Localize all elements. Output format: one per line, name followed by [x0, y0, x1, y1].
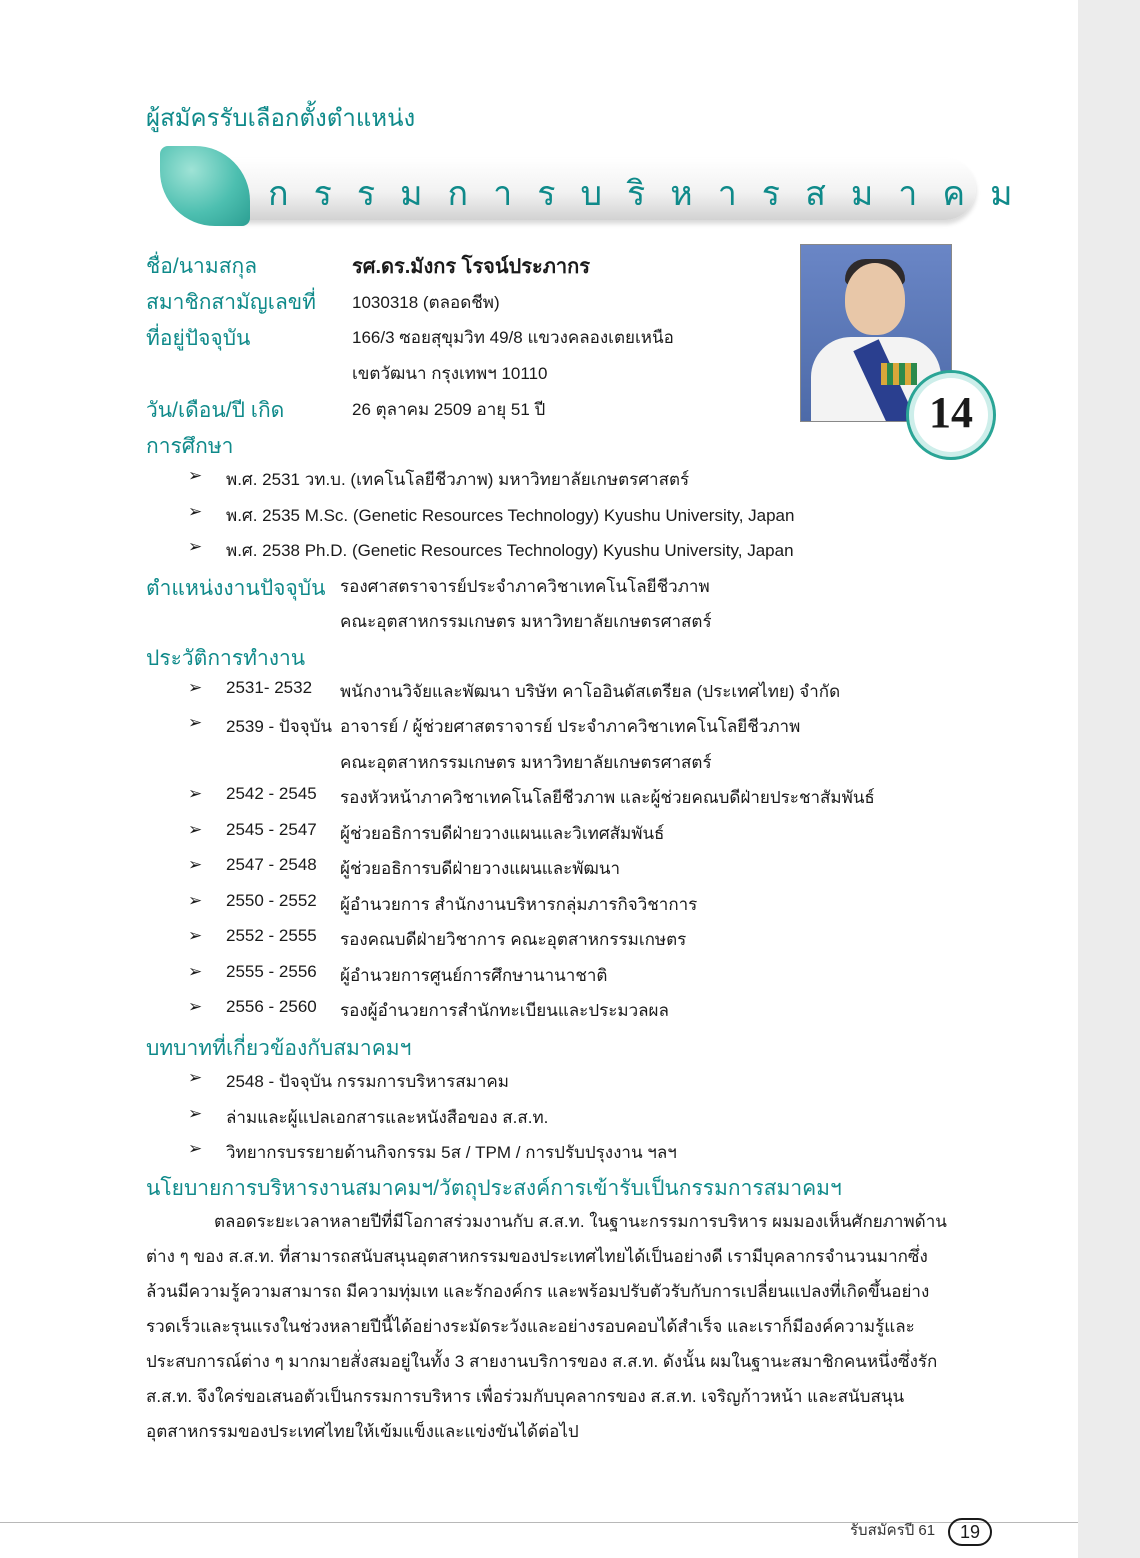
bullet-arrow-icon: ➢ [188, 466, 203, 486]
page-number: 19 [948, 1518, 992, 1546]
page-subtitle: ผู้สมัครรับเลือกตั้งตำแหน่ง [146, 105, 416, 132]
work-years: 2545 - 2547 [226, 820, 317, 839]
work-years: 2556 - 2560 [226, 997, 317, 1016]
label-position: ตำแหน่งงานปัจจุบัน [146, 577, 326, 600]
page-margin-bar [1078, 0, 1140, 1558]
label-education: การศึกษา [146, 435, 234, 458]
work-description: ผู้อำนวยการ สำนักงานบริหารกลุ่มภารกิจวิชาการ [340, 895, 698, 914]
label-member: สมาชิกสามัญเลขที่ [146, 291, 317, 314]
education-item: พ.ศ. 2531 วท.บ. (เทคโนโลยีชีวภาพ) มหาวิทยาลัยเกษตรศาสตร์ [226, 470, 690, 489]
role-item: วิทยากรบรรยายด้านกิจกรรม 5ส / TPM / การปรับปรุงงาน ฯลฯ [226, 1143, 677, 1162]
policy-line: ส.ส.ท. จึงใคร่ขอเสนอตัวเป็นกรรมการบริหาร เพื่อร่วมกับบุคลากรของ ส.ส.ท. เจริญก้าวหน้า และสนับสนุน [146, 1387, 905, 1406]
birth-date: 26 ตุลาคม 2509 อายุ 51 ปี [352, 400, 546, 419]
bullet-arrow-icon: ➢ [188, 784, 203, 804]
work-description: รองคณบดีฝ่ายวิชาการ คณะอุตสาหกรรมเกษตร [340, 930, 687, 949]
address-line-1: 166/3 ซอยสุขุมวิท 49/8 แขวงคลองเตยเหนือ [352, 328, 674, 347]
policy-line: ตลอดระยะเวลาหลายปีที่มีโอกาสร่วมงานกับ ส.ส.ท. ในฐานะกรรมการบริหาร ผมมองเห็นศักยภาพด้าน [214, 1212, 947, 1231]
label-name: ชื่อ/นามสกุล [146, 255, 258, 278]
banner-title: กรรมการบริหารสมาคม [268, 175, 1038, 213]
work-description: ผู้ช่วยอธิการบดีฝ่ายวางแผนและวิเทศสัมพันธ์ [340, 824, 665, 843]
candidate-number: 14 [929, 388, 973, 437]
label-policy: นโยบายการบริหารงานสมาคมฯ/วัตถุประสงค์การเข้ารับเป็นกรรมการสมาคมฯ [146, 1177, 842, 1200]
work-years: 2552 - 2555 [226, 926, 317, 945]
policy-line: ล้วนมีความรู้ความสามารถ มีความทุ่มเท และรักองค์กร และพร้อมปรับตัวรับกับการเปลี่ยนแปลงที่เกิดขึ้นอย่าง [146, 1282, 930, 1301]
work-description: อาจารย์ / ผู้ช่วยศาสตราจารย์ ประจำภาควิชาเทคโนโลยีชีวภาพ [340, 717, 801, 736]
bullet-arrow-icon: ➢ [188, 997, 203, 1017]
label-address: ที่อยู่ปัจจุบัน [146, 327, 251, 350]
candidate-number-badge [906, 370, 996, 460]
role-item: ล่ามและผู้แปลเอกสารและหนังสือของ ส.ส.ท. [226, 1108, 549, 1127]
work-years: 2547 - 2548 [226, 855, 317, 874]
work-description: รองผู้อำนวยการสำนักทะเบียนและประมวลผล [340, 1001, 669, 1020]
label-birth: วัน/เดือน/ปี เกิด [146, 399, 285, 422]
policy-line: อุตสาหกรรมของประเทศไทยให้เข้มแข็งและแข่งขันได้ต่อไป [146, 1422, 579, 1441]
candidate-name: รศ.ดร.มังกร โรจน์ประภากร [352, 256, 590, 278]
work-description: รองหัวหน้าภาควิชาเทคโนโลยีชีวภาพ และผู้ช่วยคณบดีฝ่ายประชาสัมพันธ์ [340, 788, 875, 807]
work-years: 2539 - ปัจจุบัน [226, 717, 333, 736]
work-description: ผู้ช่วยอธิการบดีฝ่ายวางแผนและพัฒนา [340, 859, 621, 878]
title-banner [160, 146, 1038, 226]
bullet-arrow-icon: ➢ [188, 713, 203, 733]
member-number: 1030318 (ตลอดชีพ) [352, 293, 500, 312]
policy-paragraph [146, 1204, 992, 1449]
bullet-arrow-icon: ➢ [188, 926, 203, 946]
work-years: 2542 - 2545 [226, 784, 317, 803]
bullet-arrow-icon: ➢ [188, 1139, 203, 1159]
bullet-arrow-icon: ➢ [188, 855, 203, 875]
footer-text: รับสมัครปี 61 [850, 1522, 936, 1539]
work-years: 2555 - 2556 [226, 962, 317, 981]
bullet-arrow-icon: ➢ [188, 537, 203, 557]
bullet-arrow-icon: ➢ [188, 502, 203, 522]
work-description: พนักงานวิจัยและพัฒนา บริษัท คาโออินดัสเตรียล (ประเทศไทย) จำกัด [340, 682, 841, 701]
address-line-2: เขตวัฒนา กรุงเทพฯ 10110 [352, 364, 548, 383]
label-association-role: บทบาทที่เกี่ยวข้องกับสมาคมฯ [146, 1037, 412, 1060]
position-line-2: คณะอุตสาหกรรมเกษตร มหาวิทยาลัยเกษตรศาสตร์ [340, 612, 712, 631]
education-item: พ.ศ. 2535 M.Sc. (Genetic Resources Technology) Kyushu University, Japan [226, 506, 795, 525]
bullet-arrow-icon: ➢ [188, 1104, 203, 1124]
bullet-arrow-icon: ➢ [188, 820, 203, 840]
bullet-arrow-icon: ➢ [188, 891, 203, 911]
policy-line: รวดเร็วและรุนแรงในช่วงหลายปีนี้ได้อย่างระมัดระวังและอย่างรอบคอบได้สำเร็จ และเราก็มีองค์ความรู้และ [146, 1317, 915, 1336]
role-item: 2548 - ปัจจุบัน กรรมการบริหารสมาคม [226, 1072, 510, 1091]
policy-line: ต่าง ๆ ของ ส.ส.ท. ที่สามารถสนับสนุนอุตสาหกรรมของประเทศไทยได้เป็นอย่างดี เรามีบุคลากรจำนวนมากซึ่ง [146, 1247, 928, 1266]
label-work-history: ประวัติการทำงาน [146, 647, 306, 670]
work-years: 2550 - 2552 [226, 891, 317, 910]
work-description-continued: คณะอุตสาหกรรมเกษตร มหาวิทยาลัยเกษตรศาสตร์ [340, 753, 712, 772]
bullet-arrow-icon: ➢ [188, 1068, 203, 1088]
work-description: ผู้อำนวยการศูนย์การศึกษานานาชาติ [340, 966, 608, 985]
policy-line: ประสบการณ์ต่าง ๆ มากมายสั่งสมอยู่ในทั้ง 3 สายงานบริการของ ส.ส.ท. ดังนั้น ผมในฐานะสมาชิกคนหนึ่งซึ่งรัก [146, 1352, 938, 1371]
work-years: 2531- 2532 [226, 678, 313, 697]
bullet-arrow-icon: ➢ [188, 678, 203, 698]
bullet-arrow-icon: ➢ [188, 962, 203, 982]
position-line-1: รองศาสตราจารย์ประจำภาควิชาเทคโนโลยีชีวภาพ [340, 577, 710, 596]
education-item: พ.ศ. 2538 Ph.D. (Genetic Resources Technology) Kyushu University, Japan [226, 541, 794, 560]
